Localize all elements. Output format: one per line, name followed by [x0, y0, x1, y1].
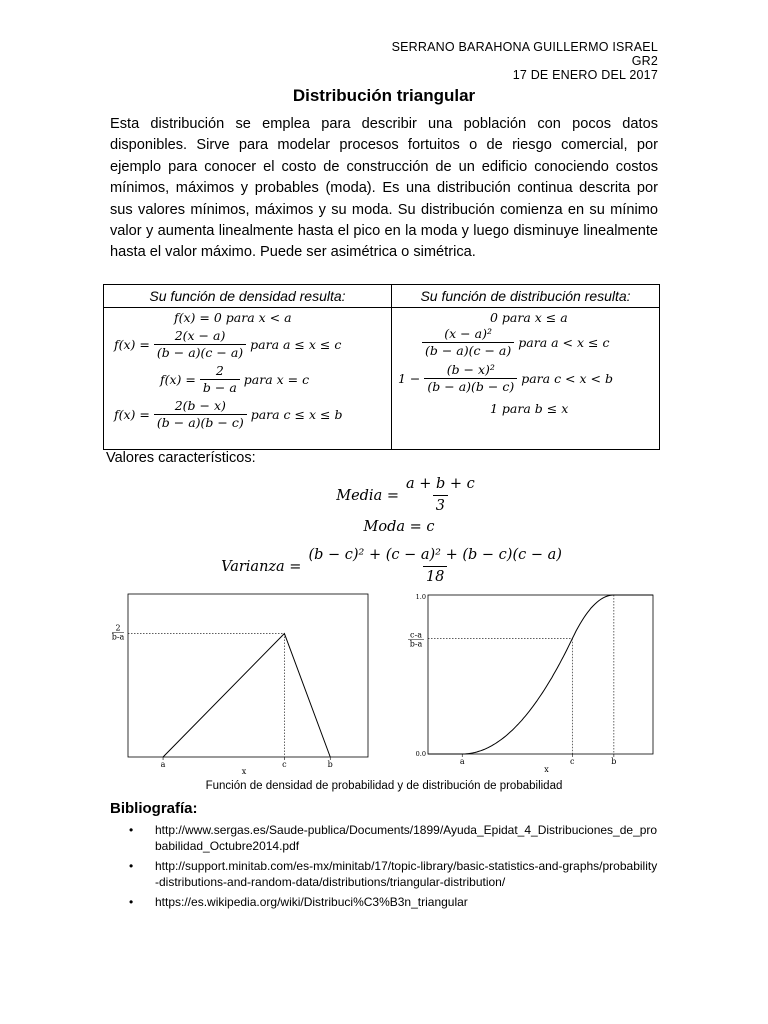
bibliography-link[interactable]: http://support.minitab.com/es-mx/minitab/17/topic-library/basic-statistics-and-graphs/probability-distributions-and-random-data/distributions/triangular-distribution/ — [155, 859, 658, 889]
figure-caption: Función de densidad de probabilidad y de distribución de probabilidad — [205, 780, 563, 792]
distribution-row-4: 1 para b ≤ x — [490, 401, 569, 416]
varianza-fraction — [305, 545, 564, 588]
x-tick-label: a — [459, 757, 465, 766]
density-row-3-denominator: b − a — [200, 379, 240, 396]
values-label: Valores característicos: — [106, 450, 256, 466]
plot-frame — [428, 595, 653, 754]
density-row-2-fraction — [154, 328, 246, 361]
distribution-chart — [398, 588, 658, 776]
density-row-2 — [114, 328, 341, 361]
distribution-row-3-numerator: (b − x)² — [446, 362, 495, 377]
varianza-denominator: 18 — [423, 566, 447, 588]
bibliography-list — [110, 822, 660, 914]
density-row-3-fraction — [200, 363, 240, 396]
functions-table — [103, 284, 660, 450]
x-tick-label: b — [611, 757, 617, 766]
density-row-4-lhs: f(x) = — [114, 407, 150, 422]
bibliography-item[interactable] — [110, 858, 660, 890]
y-tick-label-num: c-a — [410, 630, 422, 640]
distribution-row-2 — [418, 326, 609, 359]
distribution-header: Su función de distribución resulta: — [392, 285, 660, 308]
distribution-row-2-numerator: (x − a)² — [444, 326, 492, 341]
density-row-4-denominator: (b − a)(b − c) — [154, 414, 247, 431]
distribution-row-2-fraction — [422, 326, 514, 359]
distribution-row-3-denominator: (b − a)(b − c) — [424, 378, 517, 395]
bullet-icon: • — [129, 859, 134, 873]
distribution-cell — [392, 308, 660, 450]
bibliography-link[interactable]: https://es.wikipedia.org/wiki/Distribuci%C3%B3n_triangular — [155, 895, 468, 909]
y-tick-label-num: 2 — [115, 623, 121, 633]
bullet-icon: • — [129, 895, 134, 909]
density-row-2-numerator: 2(x − a) — [174, 328, 226, 343]
document-date: 17 DE ENERO DEL 2017 — [512, 68, 658, 82]
density-row-3 — [160, 363, 309, 396]
x-tick-label: b — [327, 760, 333, 769]
media-equation — [0, 474, 768, 517]
bibliography-item[interactable] — [110, 894, 660, 910]
distribution-row-3-condition: para c < x < b — [521, 371, 613, 386]
distribution-row-2-condition: para a < x ≤ c — [518, 335, 610, 350]
x-tick-label: c — [570, 757, 575, 766]
bibliography-link[interactable]: http://www.sergas.es/Saude-publica/Documents/1899/Ayuda_Epidat_4_Distribuciones_de_probabilidad_Octubre2014.pdf — [155, 823, 658, 853]
density-chart — [110, 590, 374, 776]
distribution-row-3-fraction — [424, 362, 517, 395]
varianza-equation — [0, 545, 768, 588]
density-line — [163, 634, 330, 757]
media-denominator: 3 — [433, 495, 448, 517]
media-numerator: a + b + c — [405, 476, 475, 492]
distribution-row-2-denominator: (b − a)(c − a) — [422, 342, 514, 359]
density-row-2-denominator: (b − a)(c − a) — [154, 344, 246, 361]
media-fraction — [403, 474, 478, 517]
distribution-curve — [428, 595, 653, 754]
distribution-row-1: 0 para x ≤ a — [490, 310, 568, 325]
density-row-4-numerator: 2(b − x) — [174, 398, 226, 413]
y-tick-label-den: b-a — [409, 639, 423, 649]
bibliography-item[interactable] — [110, 822, 660, 854]
x-axis-label: x — [241, 767, 247, 776]
media-lhs: Media = — [336, 487, 399, 504]
plot-frame — [128, 594, 368, 757]
density-row-3-condition: para x = c — [243, 372, 310, 387]
density-header: Su función de densidad resulta: — [104, 285, 392, 308]
y-tick-label-min: 0.0 — [415, 750, 426, 758]
moda-text: Moda = c — [363, 519, 435, 535]
bibliography-heading: Bibliografía: — [110, 800, 198, 817]
intro-paragraph: Esta distribución se emplea para describir una población con pocos datos disponibles. Sirve para modelar procesos fortuitos o de riesgo comercial, por ejemplo para conocer el costo de construcción de un edificio conociendo costos mínimos, máximos y probables (moda). Es una distribución continua descrita por sus valores mínimos, máximos y su moda. Su distribución comienza en su mínimo valor y aumenta linealmente hasta el pico en la moda y luego disminuye linealmente hasta el valor máximo. Puede ser asimétrica o simétrica. — [110, 116, 658, 261]
x-tick-label: a — [160, 760, 166, 769]
distribution-row-3-lhs: 1 − — [398, 371, 421, 386]
moda-equation — [0, 519, 768, 535]
author-name: SERRANO BARAHONA GUILLERMO ISRAEL — [391, 40, 658, 54]
density-row-3-lhs: f(x) = — [160, 372, 196, 387]
distribution-row-3 — [398, 362, 613, 395]
x-tick-label: c — [282, 760, 287, 769]
y-tick-label-den: b-a — [111, 632, 125, 642]
bullet-icon: • — [129, 823, 134, 837]
x-axis-label: x — [544, 765, 549, 774]
density-row-4-condition: para c ≤ x ≤ b — [250, 407, 343, 422]
density-row-3-numerator: 2 — [215, 363, 224, 378]
y-tick-label-max: 1.0 — [415, 593, 426, 601]
density-row-4-fraction — [154, 398, 247, 431]
density-row-2-condition: para a ≤ x ≤ c — [250, 337, 342, 352]
document-header — [392, 40, 658, 82]
density-row-2-lhs: f(x) = — [114, 337, 150, 352]
group-code: GR2 — [631, 54, 658, 68]
varianza-numerator: (b − c)² + (c − a)² + (b − c)(c − a) — [308, 547, 562, 563]
density-row-4 — [114, 398, 342, 431]
density-row-1: f(x) = 0 para x < a — [174, 310, 292, 325]
varianza-lhs: Varianza = — [221, 558, 302, 575]
page-title: Distribución triangular — [292, 86, 476, 105]
density-cell — [104, 308, 392, 450]
